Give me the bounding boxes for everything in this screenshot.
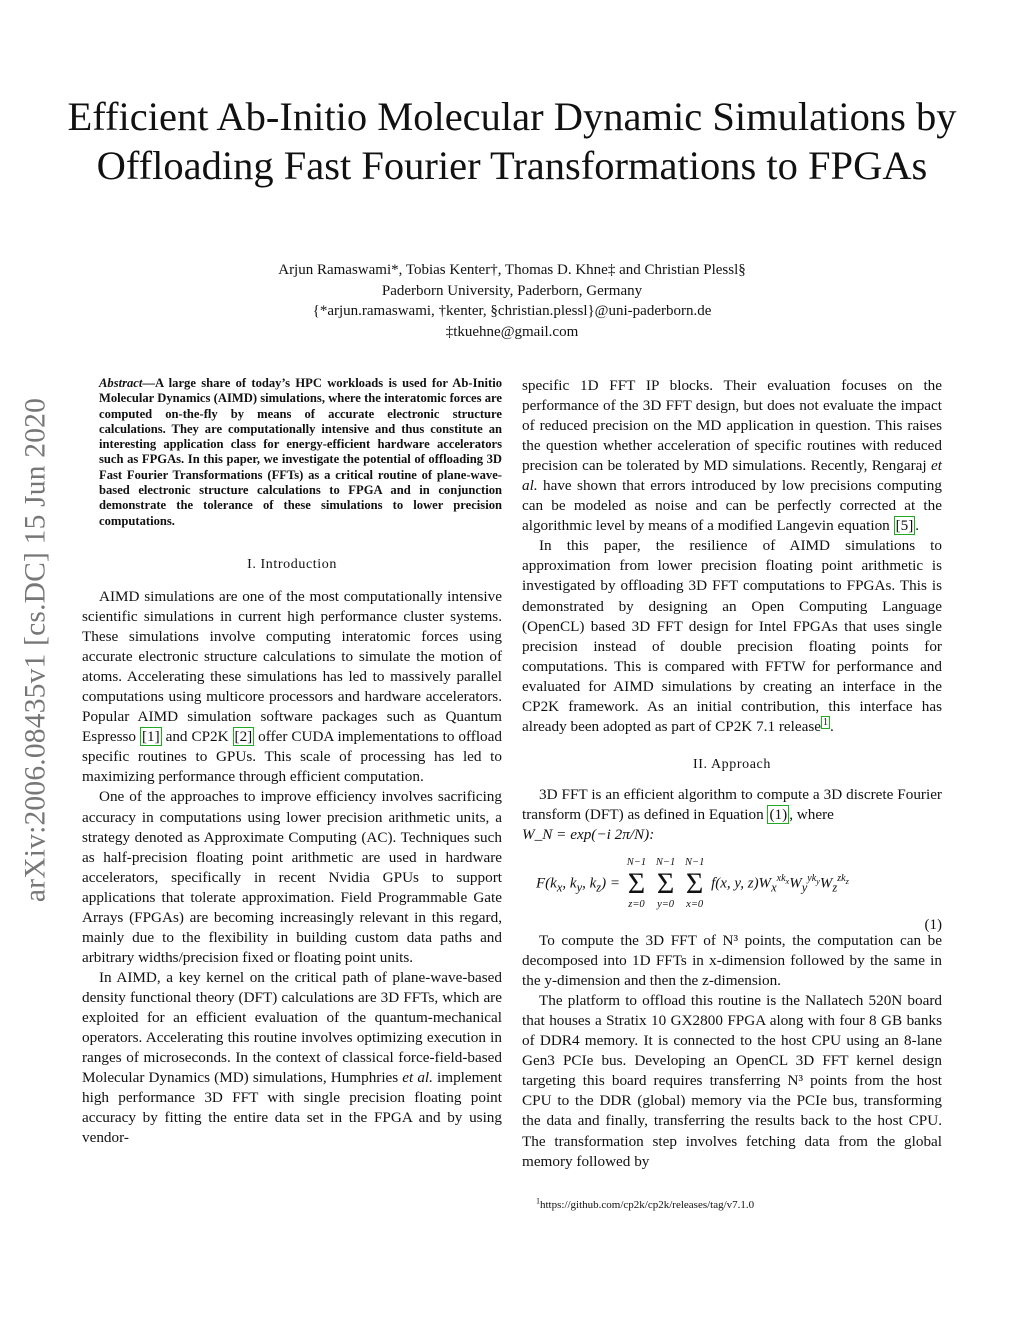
right-paragraph-1: specific 1D FFT IP blocks. Their evaluation focuses on the performance of the 3D FFT design, but does not evaluate the impact of reduced precision on the MD application in question. This raises the question whether acceleration of specific routines with reduced precision can be tolerated by MD simulations. Recently, Rengaraj et al. have shown that errors introduced by low precisions computing can be modeled as noise and can be perfectly corrected at the algorithmic level by means of a modified Langevin equation [5] . [522, 377, 942, 535]
twiddle-definition: W_N = exp(−i 2π/N): [522, 825, 655, 843]
citation-link[interactable]: [2] [234, 728, 253, 746]
equation-number: (1) [924, 916, 942, 933]
arxiv-id: arXiv:2006.08435v1 [cs.DC] 15 Jun 2020 [19, 397, 52, 903]
left-column [82, 376, 502, 1148]
section-heading-approach: II. Approach [693, 756, 771, 772]
footnote-url[interactable]: https://github.com/cp2k/cp2k/releases/tag/v7.1.0 [540, 1199, 755, 1211]
affiliation: Paderborn University, Paderborn, Germany [381, 282, 643, 299]
abstract [82, 376, 502, 529]
approach-paragraph-1: 3D FFT is an efficient algorithm to compute a 3D discrete Fourier transform (DFT) as defined in Equation (1) , where W_N = exp(−i 2π/N): [522, 785, 942, 843]
equation-reference[interactable]: (1) [769, 805, 788, 823]
approach-paragraph-2: To compute the 3D FFT of N³ points, the computation can be decomposed into 1D FFTs in x-dimension followed by the same in the y-dimension and then the z-dimension. [522, 932, 942, 990]
citation-link[interactable]: [5] [895, 517, 914, 535]
equation-body: $F(k_x$, $k_y$, $k_z$) = N−1 Σ z=0 N−1 Σ y=0 N−1 Σ x=0 f(x, y, $z)W_x^{xk_x}W_y^{yk_y}W_z^{zk_z}$ [536, 857, 849, 911]
abstract-label: Abstract [99, 376, 143, 390]
intro-paragraph-1: AIMD simulations are one of the most computationally intensive scientific simulations in current high performance cluster systems. These simulations involve computing interatomic forces using accurate electronic structure calculations to simulate the motion of atoms. Accelerating these simulations has led to massively parallel computations using multicore processors and hardware accelerators. Popular AIMD simulation software packages such as Quantum Espresso [1] and CP2K [2] offer CUDA implementations to offload specific routines to GPUs. This scale of processing has led to maximizing performance through efficient computation. [82, 588, 502, 786]
paper-title: Efficient Ab-Initio Molecular Dynamic Simulations by Offloading Fast Fourier Transformations to FPGAs [67, 94, 957, 188]
footnote [536, 1198, 754, 1212]
intro-paragraph-2: One of the approaches to improve efficiency involves sacrificing accuracy in computations using lower precision arithmetic units, a strategy denoted as Approximate Computing (AC). Techniques such as half-precision floating point arithmetic are used in hardware accelerators, specifically in recent Nvidia GPUs to support applications that tolerate approximation. Field Programmable Gate Arrays (FPGAs) are becoming increasingly relevant in this regard, mainly due to the flexibility in building custom data paths and arbitrary widths/precision fixed or floating point units. [82, 788, 502, 966]
citation-link[interactable]: [1] [141, 728, 160, 746]
footnote-mark: 1 [536, 1196, 540, 1206]
author-block [100, 260, 924, 342]
footnote-link[interactable]: 1 [823, 716, 828, 728]
intro-paragraph-3: In AIMD, a key kernel on the critical path of plane-wave-based density functional theory (DFT) calculations are 3D FFTs, which are exploited for an efficient evaluation of the quantum-mechanical operators. Accelerating this routine involves optimizing execution in ranges of microseconds. In the context of classical force-field-based Molecular Dynamics (MD) simulations, Humphries et al. implement high performance 3D FFT with single precision floating point accuracy by fitting the entire data set in the FPGA and by using vendor- [82, 968, 502, 1147]
section-heading-introduction: I. Introduction [247, 556, 337, 572]
right-paragraph-2: In this paper, the resilience of AIMD simulations to approximation from lower precision floating point arithmetic is investigated by offloading 3D FFT computations to FPGAs. This is demonstrated by designing an Open Computing Language (OpenCL) based 3D FFT design for Intel FPGAs that uses single precision instead of double precision floating points for computations. This is compared with FFTW for performance and evaluated for AIMD simulations by creating an interface in the CP2K framework. As an initial contribution, this interface has already been adopted as part of CP2K 7.1 release $^1$ . [522, 537, 942, 735]
email-line-1: {*arjun.ramaswami, †kenter, §christian.plessl}@uni-paderborn.de [312, 303, 712, 319]
equation-1 [522, 853, 942, 931]
arxiv-sidebar [10, 355, 62, 945]
email-line-2: ‡tkuehne@gmail.com [445, 323, 579, 340]
approach-paragraph-3: The platform to offload this routine is the Nallatech 520N board that houses a Stratix 10 GX2800 FPGA along with four 8 GB banks of DDR4 memory. It is connected to the host CPU using an 8-lane Gen3 PCIe bus. Developing an OpenCL 3D FFT kernel design targeting this board requires transferring N³ points from the host CPU to the DDR (global) memory via the PCIe bus, transforming the data and finally, transferring the results back to the host CPU. The transformation step involves fetching data from the global memory followed by [522, 992, 942, 1170]
right-column [522, 376, 942, 1172]
author-list: Arjun Ramaswami*, Tobias Kenter†, Thomas D. Khne‡ and Christian Plessl§ [278, 262, 746, 278]
abstract-text: —A large share of today’s HPC workloads is used for Ab-Initio Molecular Dynamics (AIMD) simulations, where the interatomic forces are computed on-the-fly by means of accurate electronic structure calculations. They are computationally intensive and thus constitute an interesting application class for energy-efficient hardware accelerators such as FPGAs. In this paper, we investigate the potential of offloading 3D Fast Fourier Transformations (FFTs) as a critical routine of plane-wave-based electronic structure calculations to FPGA and in conjunction demonstrate the tolerance of these simulations to lower precision computations. [99, 376, 502, 528]
